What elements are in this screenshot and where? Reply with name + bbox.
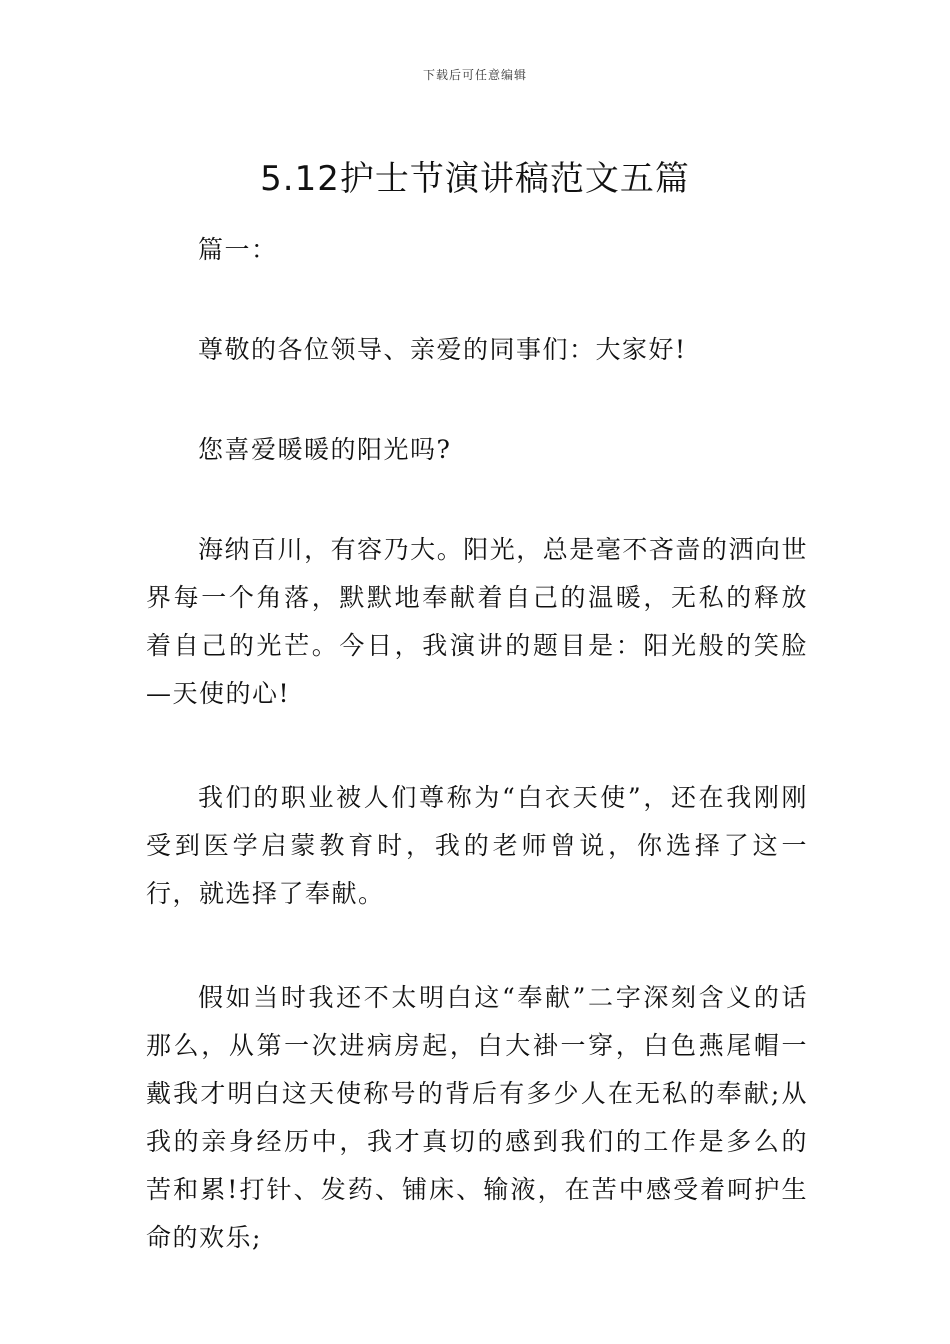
paragraph-question: 您喜爱暖暖的阳光吗?: [198, 435, 452, 464]
paragraph-greeting: 尊敬的各位领导、亲爱的同事们：大家好!: [198, 335, 687, 364]
document-title: 5.12护士节演讲稿范文五篇: [260, 158, 690, 199]
header-note: 下载后可任意编辑: [422, 68, 527, 82]
paragraph-dedication: 假如当时我还不太明白这“奉献”二字深刻含义的话那么，从第一次进病房起，白大褂一穿，白色燕尾帽一戴我才明白这天使称号的背后有多少人在无私的奉献;从我的亲身经历中，我才真切的感到我们的工作是多么的苦和累!打针、发药、铺床、输液，在苦中感受着呵护生命的欢乐;: [146, 983, 808, 1252]
paragraph-intro: 海纳百川，有容乃大。阳光，总是毫不吝啬的洒向世界每一个角落，默默地奉献着自己的温暖，无私的释放着自己的光芒。今日，我演讲的题目是：阳光般的笑脸—天使的心!: [146, 535, 808, 708]
paragraph-profession: 我们的职业被人们尊称为“白衣天使”，还在我刚刚受到医学启蒙教育时，我的老师曾说，你选择了这一行，就选择了奉献。: [146, 783, 808, 908]
paragraph-section-label: 篇一：: [198, 235, 278, 264]
